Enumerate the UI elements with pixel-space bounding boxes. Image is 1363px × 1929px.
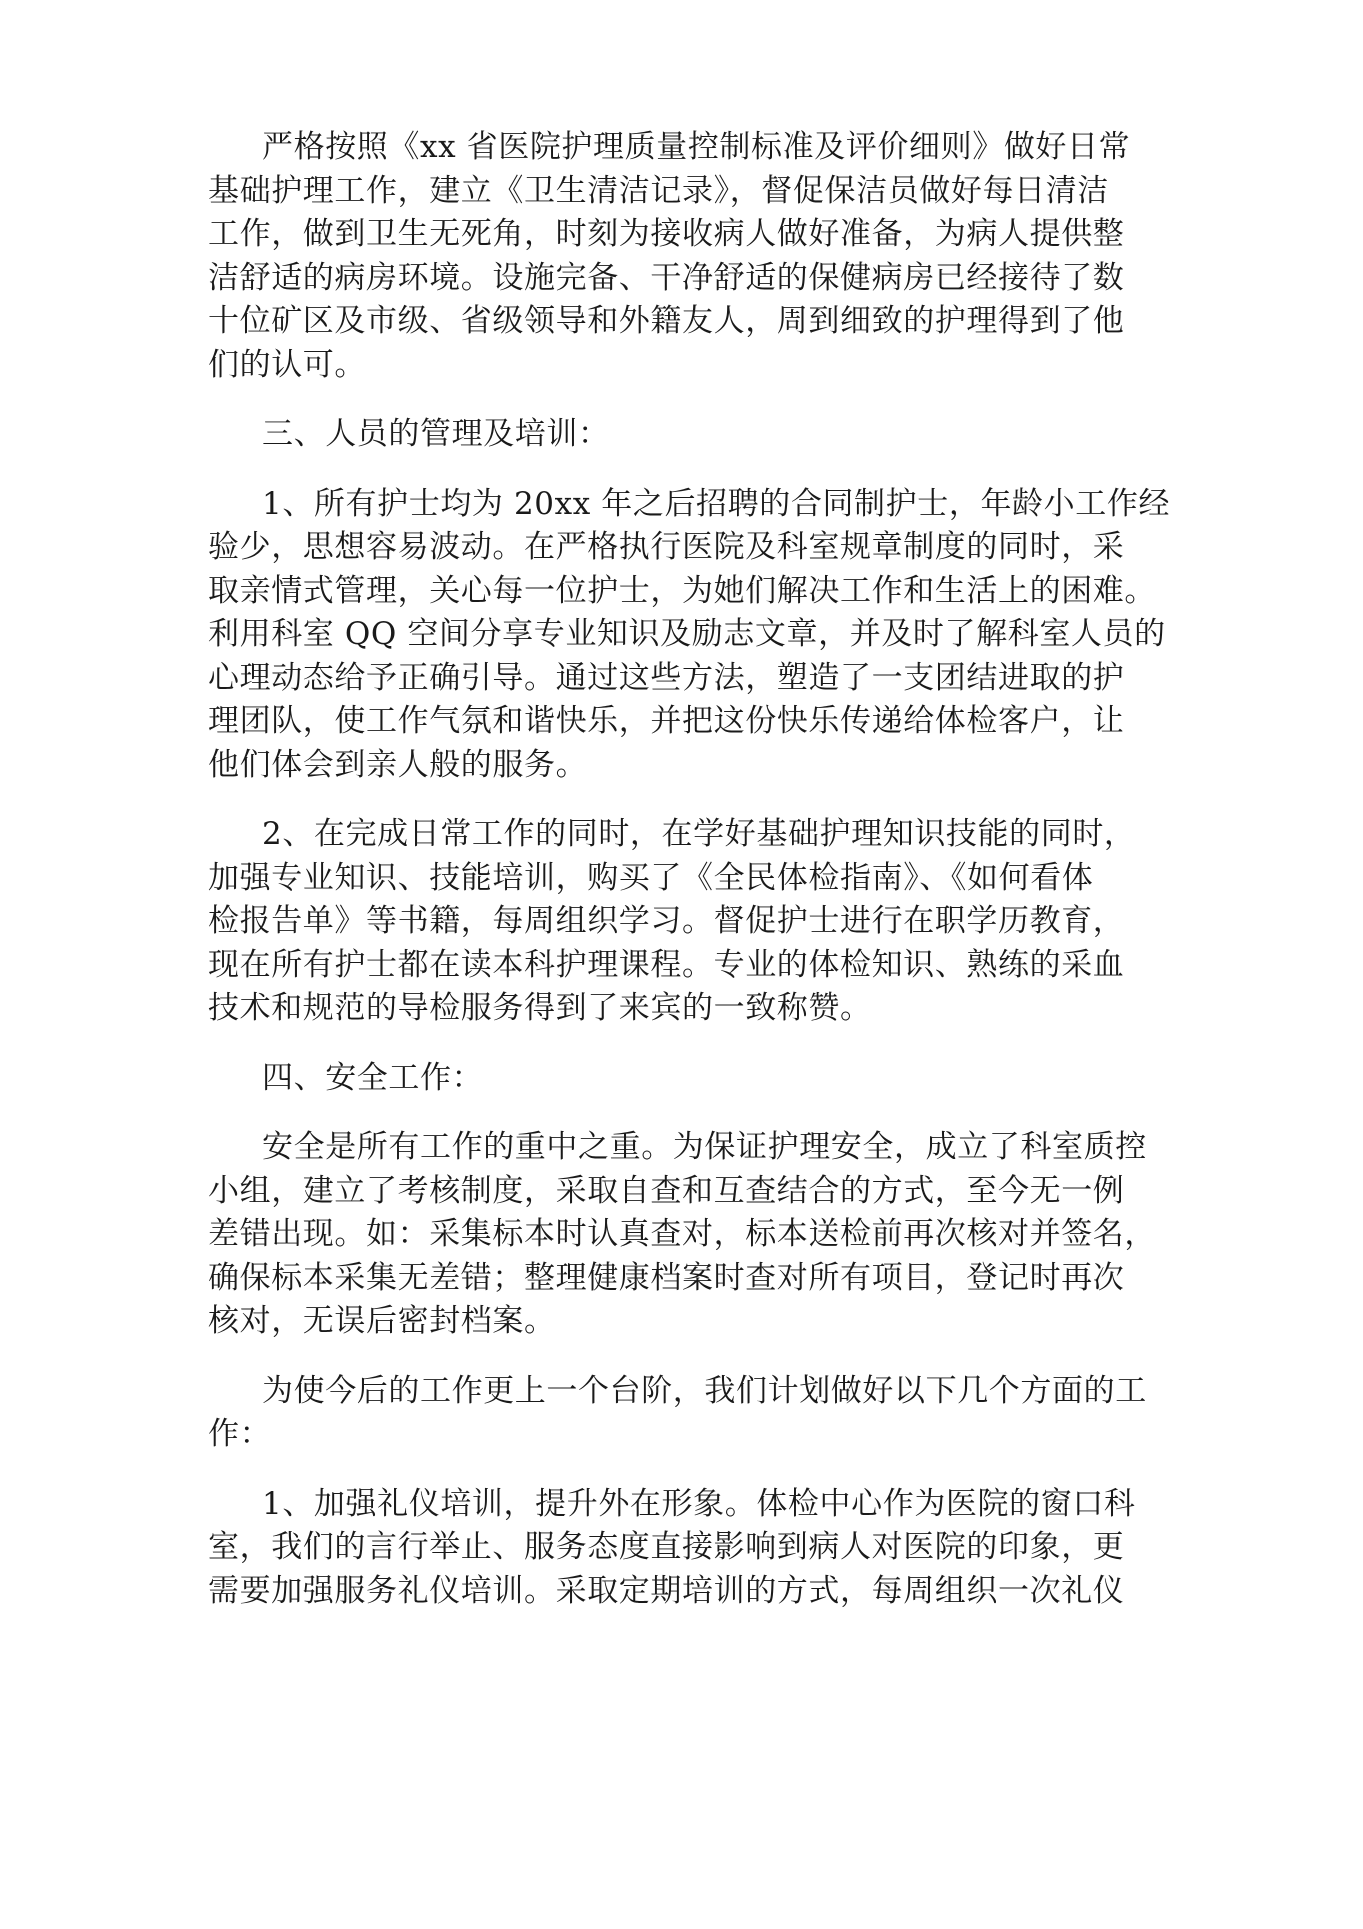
paragraph-ward-hygiene <box>208 126 1173 387</box>
text-line: 十位矿区及市级、省级领导和外籍友人，周到细致的护理得到了他 <box>208 303 1125 339</box>
text-line: 为使今后的工作更上一个台阶，我们计划做好以下几个方面的工 <box>262 1372 1147 1409</box>
text-line: 确保标本采集无差错；整理健康档案时查对所有项目，登记时再次 <box>208 1259 1125 1296</box>
text-line: 基础护理工作，建立《卫生清洁记录》，督促保洁员做好每日清洁 <box>208 172 1109 209</box>
text-line: 1、加强礼仪培训，提升外在形象。体检中心作为医院的窗口科 <box>262 1485 1136 1522</box>
document-body <box>208 126 1173 1639</box>
text-line: 2、在完成日常工作的同时，在学好基础护理知识技能的同时， <box>262 816 1136 852</box>
text-line: 洁舒适的病房环境。设施完备、干净舒适的保健病房已经接待了数 <box>208 259 1125 296</box>
text-line: 作： <box>208 1416 272 1452</box>
text-line: 他们体会到亲人般的服务。 <box>208 746 588 783</box>
paragraph-skills-training <box>208 813 1173 1031</box>
text-line: 加强专业知识、技能培训，购买了《全民体检指南》、《如何看体 <box>208 859 1094 896</box>
text-line: 四、安全工作： <box>262 1059 484 1096</box>
text-line: 差错出现。如：采集标本时认真查对，标本送检前再次核对并签名， <box>208 1216 1156 1252</box>
text-line: 工作，做到卫生无死角，时刻为接收病人做好准备，为病人提供整 <box>208 216 1125 252</box>
text-line: 需要加强服务礼仪培训。采取定期培训的方式，每周组织一次礼仪 <box>208 1572 1125 1609</box>
paragraph-etiquette-training <box>208 1483 1173 1614</box>
text-line: 核对，无误后密封档案。 <box>208 1303 556 1339</box>
text-line: 安全是所有工作的重中之重。为保证护理安全，成立了科室质控 <box>262 1129 1147 1165</box>
paragraph-future-plan-intro <box>208 1370 1173 1457</box>
text-line: 室，我们的言行举止、服务态度直接影响到病人对医院的印象，更 <box>208 1529 1125 1565</box>
text-line: 验少，思想容易波动。在严格执行医院及科室规章制度的同时，采 <box>208 529 1125 565</box>
text-line: 利用科室 QQ 空间分享专业知识及励志文章，并及时了解科室人员的 <box>208 616 1166 652</box>
text-line: 心理动态给予正确引导。通过这些方法，塑造了一支团结进取的护 <box>208 659 1125 696</box>
text-line: 们的认可。 <box>208 346 366 383</box>
text-line: 1、所有护士均为 20xx 年之后招聘的合同制护士，年龄小工作经 <box>262 485 1171 522</box>
paragraph-safety-work <box>208 1126 1173 1344</box>
paragraph-staff-management <box>208 483 1173 788</box>
text-line: 理团队，使工作气氛和谐快乐，并把这份快乐传递给体检客户，让 <box>208 703 1125 739</box>
section-heading-staff-training <box>208 413 1173 457</box>
text-line: 检报告单》等书籍，每周组织学习。督促护士进行在职学历教育， <box>208 903 1125 939</box>
text-line: 小组，建立了考核制度，采取自查和互查结合的方式，至今无一例 <box>208 1172 1125 1209</box>
section-heading-safety <box>208 1057 1173 1101</box>
text-line: 严格按照《xx 省医院护理质量控制标准及评价细则》做好日常 <box>262 129 1131 165</box>
text-line: 三、人员的管理及培训： <box>262 416 610 452</box>
text-line: 现在所有护士都在读本科护理课程。专业的体检知识、熟练的采血 <box>208 946 1125 983</box>
text-line: 取亲情式管理，关心每一位护士，为她们解决工作和生活上的困难。 <box>208 572 1156 609</box>
text-line: 技术和规范的导检服务得到了来宾的一致称赞。 <box>208 990 872 1026</box>
